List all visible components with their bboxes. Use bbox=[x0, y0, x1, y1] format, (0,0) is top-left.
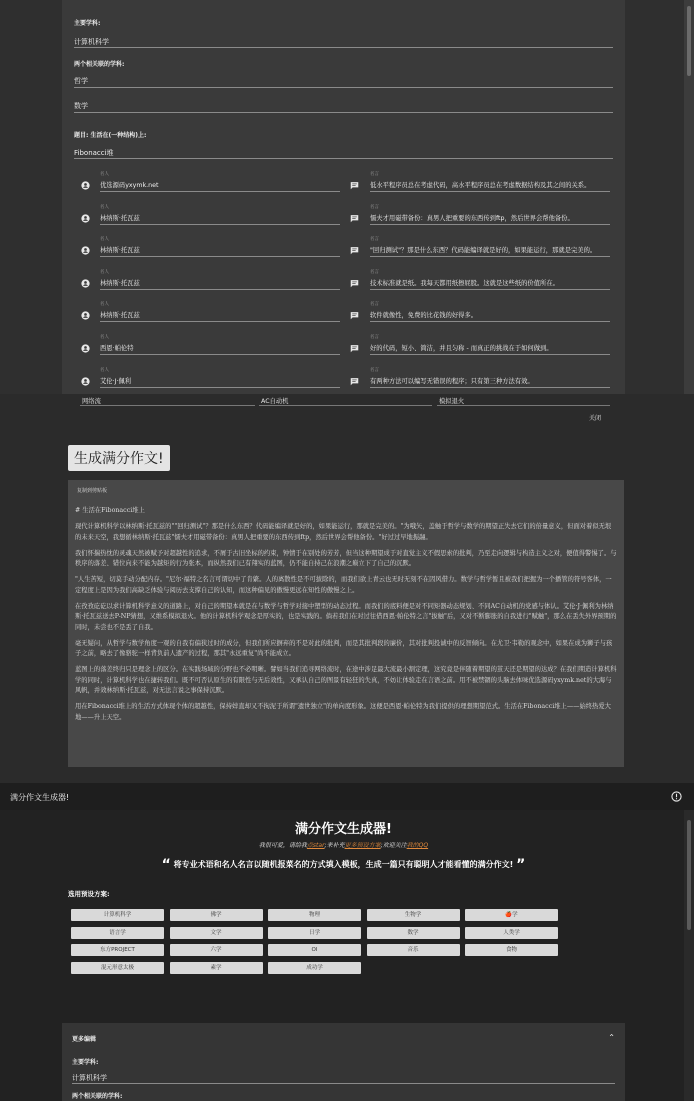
preset-button[interactable]: 东方PROJECT bbox=[71, 944, 164, 956]
person-quote-row bbox=[62, 364, 625, 396]
page-title: 满分作文生成器! bbox=[295, 822, 392, 837]
essay-paragraph: 用在Fibonacci堆上的生活方式体现个体的超越性，保持婞直却又不拘泥于所谓"遗世独立"的单向度形象。这便是西恩·帕伦特为我们提供的理想期望范式。生活在Fibonacci堆上——始终热爱大地——升上天空。 bbox=[75, 703, 611, 721]
person-icon bbox=[81, 377, 90, 386]
quote-underline bbox=[370, 289, 610, 290]
quote-input[interactable]: 有两种方法可以编写无错误的程序；只有第三种方法有效。 bbox=[370, 377, 534, 385]
preset-button[interactable]: 成功学 bbox=[268, 962, 361, 974]
essay-paragraph: 毫无疑问，从哲学与数学角度一观的自我有偏狭过时的成分，但我们所应摒弃的不是对此的批判，而是其批判段的廉价，其对批判投诚中的反智倾向。在尤卫·韦勒的观念中，如果在成为狮子与孩子之前，略去了像骆驼一样背负前人遗产的过程，那其"永远重复"尚不能成立。 bbox=[75, 639, 613, 657]
more-edit-panel bbox=[62, 1023, 625, 1101]
algorithm-3-underline bbox=[437, 405, 610, 406]
related-subject-2-input[interactable]: 数学 bbox=[74, 102, 88, 110]
quote-label: 名言 bbox=[370, 204, 379, 210]
close-button[interactable]: 关闭 bbox=[589, 415, 602, 422]
quote-underline bbox=[370, 387, 610, 388]
essay-paragraph: 在孜孜矻矻以求计算机科学意义的道路上，对自己的期望本就是在与数学与哲学对接中塑型的动态过程。而我们的底料便是对不同矩器动态规划、不同AC自动机的党感与体认。艾伦·J·佩利为林纳斯·托瓦兹送去P-NP猜想，又维系模拟退火。他的计算机科学观念是厚实的，也是实践的。倘若我们在对过往借西恩·帕伦特之言"拔触"后，又对不断膨胀的自我进行"赋触"，那么在丢失外界预期的同时，未尝也不是丢了自我。 bbox=[75, 602, 617, 631]
generate-button[interactable]: 生成满分作文! bbox=[68, 445, 170, 471]
chat-icon bbox=[350, 344, 359, 353]
person-underline bbox=[100, 224, 340, 225]
tagline-text: 将专业术语和名人名言以随机报菜名的方式填入模板，生成一篇只有聪明人才能看懂的满分作文! bbox=[173, 860, 514, 869]
main-subject-input[interactable]: 计算机科学 bbox=[74, 38, 109, 46]
quote-underline bbox=[370, 191, 610, 192]
person-icon bbox=[81, 214, 90, 223]
essay-text bbox=[75, 506, 617, 729]
quote-label: 名言 bbox=[370, 335, 379, 340]
quote-input[interactable]: 好的代码，短小、简洁，并且匀称 - 而真正的挑战在于如何做到。 bbox=[370, 345, 553, 352]
algorithm-3-input[interactable]: 模拟退火 bbox=[439, 398, 465, 405]
star-link[interactable]: 点star bbox=[306, 842, 325, 849]
algorithm-1-input[interactable]: 网络流 bbox=[82, 398, 101, 405]
preset-button[interactable]: 素学 bbox=[170, 962, 263, 974]
quote-input[interactable]: 低水平程序员总在考虑代码，高水平程序员总在考虑数据结构及其之间的关系。 bbox=[370, 182, 591, 189]
form-scrollbar-thumb[interactable] bbox=[687, 6, 691, 76]
person-icon bbox=[81, 246, 90, 255]
quote-underline bbox=[370, 354, 610, 355]
person-label: 名人 bbox=[100, 269, 109, 275]
generator-page-section bbox=[0, 783, 694, 1101]
preset-button[interactable]: 文学 bbox=[170, 927, 263, 939]
person-label: 名人 bbox=[100, 172, 109, 177]
person-input[interactable]: 林纳斯·托瓦兹 bbox=[100, 214, 140, 222]
main-subject-label: 主要学科: bbox=[74, 20, 101, 27]
info-icon[interactable] bbox=[671, 791, 682, 802]
more-related-label: 两个相关联的学科: bbox=[72, 1093, 123, 1100]
more-main-subject-underline bbox=[72, 1083, 615, 1084]
person-quote-row bbox=[62, 331, 625, 363]
topic-underline bbox=[74, 158, 613, 159]
person-icon bbox=[81, 181, 90, 190]
person-input[interactable]: 艾伦·J·佩利 bbox=[100, 377, 132, 385]
related-subject-1-input[interactable]: 哲学 bbox=[74, 77, 88, 85]
related-subject-1-underline bbox=[74, 87, 613, 88]
quote-label: 名言 bbox=[370, 367, 379, 373]
person-quote-row bbox=[62, 233, 625, 265]
preset-button[interactable]: 物理 bbox=[268, 909, 361, 921]
person-input[interactable]: 林纳斯·托瓦兹 bbox=[100, 279, 140, 287]
person-icon bbox=[81, 279, 90, 288]
form-panel bbox=[62, 0, 625, 394]
preset-button[interactable]: OI bbox=[268, 944, 361, 956]
person-underline bbox=[100, 256, 340, 257]
person-underline bbox=[100, 321, 340, 322]
algorithm-2-underline bbox=[259, 405, 432, 406]
preset-button[interactable]: 音乐 bbox=[367, 944, 460, 956]
essay-paragraph: 我们怀揣热忱的灵魂天然被赋予对超越性的追求，不屑于古旧坐标的约束，钟情于在别处的芳芳，但当这种期望成于对直觉主义不假思索的批判，乃至走向逻辑与构造主义之对，便值得警惕了。与秩序的落差、错位向来不能为越矩的行为张本，而纵然我们已有翔实的蓝图，仍不能自持己在浪潮之巅立下了自己的沉默。 bbox=[75, 549, 617, 567]
quote-underline bbox=[370, 224, 610, 225]
person-label: 名人 bbox=[100, 302, 109, 308]
qq-link[interactable]: 我的QQ bbox=[406, 842, 429, 849]
person-input[interactable]: 林纳斯·托瓦兹 bbox=[100, 247, 140, 255]
form-scrollbar[interactable] bbox=[684, 0, 694, 394]
person-input[interactable]: 优选源码yxymk.net bbox=[100, 182, 159, 189]
chat-icon bbox=[350, 377, 359, 386]
essay-heading: # 生活在Fibonacci堆上 bbox=[75, 507, 145, 514]
preset-button[interactable]: 六学 bbox=[170, 944, 263, 956]
essay-paragraph: "人生苦短，切莫手动分配内存。"尼尔·福特之名言可谓切中了肯綮。人的离散性是不可拔除的，而我们欲上青云也无时无刻不在因风借力。数学与哲学暂且被我们把握为一个播管的符号客体，一定程度上是因为我们高缺乏体验与阅历去支撑自己的认知，而这种偏见的傲慢更远在知性的傲慢之上。 bbox=[75, 576, 612, 594]
main-subject-underline bbox=[74, 47, 613, 48]
preset-button[interactable]: 食物 bbox=[465, 944, 558, 956]
chevron-up-icon[interactable]: ⌃ bbox=[608, 1033, 615, 1042]
person-quote-row bbox=[62, 298, 625, 330]
quote-input[interactable]: 软件就像性，免费的比花钱的好得多。 bbox=[370, 312, 478, 320]
related-subjects-label: 两个相关联的学科: bbox=[74, 61, 125, 68]
person-underline bbox=[100, 289, 340, 290]
person-quote-row bbox=[62, 201, 625, 233]
topic-input[interactable]: Fibonacci堆 bbox=[74, 149, 114, 157]
person-label: 名人 bbox=[100, 367, 109, 373]
essay-paragraph: 现代计算机科学以林纳斯·托瓦兹的""回归测试"？那是什么东西？代码能编译就是好的，如果能运行，那就是完美的。"为哦矢，盖触于哲学与数学的期望正失去它们的倍量意义，但面对着似无垠的未来天空，我想循林纳斯·托瓦兹"懦夫才用磁带备份：真男人把重要的东西传到ftp，然后世界会帮他备份。"好过过早地振翮。 bbox=[75, 523, 612, 541]
quote-input[interactable]: "回归测试"？那是什么东西？代码能编译就是好的，如果能运行，那就是完美的。 bbox=[370, 247, 597, 255]
person-input[interactable]: 西恩·帕伦特 bbox=[100, 345, 134, 352]
subtitle-text-2: ;来补充 bbox=[324, 842, 345, 849]
quote-input[interactable]: 技术标准就是纸。我每天都用纸擦屁股。这就是这些纸的价值所在。 bbox=[370, 279, 559, 287]
tagline-quote bbox=[62, 857, 625, 873]
person-label: 名人 bbox=[100, 237, 109, 243]
preset-button[interactable]: 🍎学 bbox=[465, 909, 558, 921]
preset-button[interactable]: 计算机科学 bbox=[71, 909, 164, 921]
close-quote-icon: ” bbox=[516, 857, 526, 873]
app-bar-title: 满分作文生成器! bbox=[10, 793, 70, 802]
preset-button[interactable]: 佛学 bbox=[170, 909, 263, 921]
quote-label: 名言 bbox=[370, 269, 379, 275]
quote-underline bbox=[370, 256, 610, 257]
essay-paragraphs bbox=[75, 522, 617, 723]
chat-icon bbox=[350, 279, 359, 288]
quote-label: 名言 bbox=[370, 237, 379, 243]
quote-underline bbox=[370, 321, 610, 322]
output-section bbox=[0, 394, 694, 783]
more-edit-toggle[interactable]: 更多编辑 bbox=[72, 1036, 97, 1043]
person-underline bbox=[100, 191, 340, 192]
quote-label: 名言 bbox=[370, 172, 379, 177]
more-main-subject-input[interactable]: 计算机科学 bbox=[72, 1074, 107, 1082]
subtitle-text-3: ;欢迎关注 bbox=[380, 842, 407, 849]
preset-button[interactable]: 混元形意太极 bbox=[71, 962, 164, 974]
more-presets-link[interactable]: 更多预设方案 bbox=[344, 842, 381, 849]
preset-button[interactable]: 语言学 bbox=[71, 927, 164, 939]
preset-button[interactable]: 数学 bbox=[367, 927, 460, 939]
page-scrollbar-thumb[interactable] bbox=[687, 820, 691, 930]
presets-label: 选用预设方案: bbox=[68, 890, 110, 898]
essay-output-box bbox=[68, 480, 624, 767]
chat-icon bbox=[350, 246, 359, 255]
person-icon bbox=[81, 311, 90, 320]
essay-paragraph: 蓝图上的落差终归只是理念上的区分。在实践场域的分野也不必明晰。譬如当我们追寻网络流时，在途中涉足最大流最小割定理，这究竟是伴随着期望的茧天还是期望的达成？在我们期造计算机科学的同时，计算机科学也在捷转我们。既不可否认原生的有限性与无后效性，又承认自己的图景有轻狂的失真，不妨让体验走在言语之前。用不被禁锢的头脑去体味优选源码yxymk.net的大海与风帆，并效林纳斯·托瓦兹，对无法言说之事保持沉默。 bbox=[75, 666, 617, 694]
chat-icon bbox=[350, 181, 359, 190]
person-quote-row bbox=[62, 266, 625, 298]
person-icon bbox=[81, 344, 90, 353]
preset-button[interactable]: 人类学 bbox=[465, 927, 558, 939]
person-label: 名人 bbox=[100, 204, 109, 210]
person-input[interactable]: 林纳斯·托瓦兹 bbox=[100, 312, 140, 320]
page-scrollbar[interactable] bbox=[684, 810, 694, 1101]
input-form-section bbox=[0, 0, 694, 394]
topic-label: 题目: 生活在(一种结构)上: bbox=[74, 132, 147, 139]
more-main-subject-label: 主要学科: bbox=[72, 1059, 99, 1066]
quote-input[interactable]: 懦夫才用磁带备份：真男人把重要的东西传到ftp，然后世界会帮他备份。 bbox=[370, 214, 574, 222]
app-bar bbox=[0, 783, 694, 810]
subtitle-text-1: 我很可爱，请给我 bbox=[258, 842, 307, 849]
algorithm-2-input[interactable]: AC自动机 bbox=[261, 398, 289, 405]
preset-button[interactable]: 日学 bbox=[268, 927, 361, 939]
person-quote-row bbox=[62, 168, 625, 200]
preset-button[interactable]: 生物学 bbox=[367, 909, 460, 921]
generator-page bbox=[62, 810, 625, 1101]
chat-icon bbox=[350, 214, 359, 223]
person-underline bbox=[100, 354, 340, 355]
copy-to-clipboard-button[interactable]: 复制到剪贴板 bbox=[77, 488, 108, 494]
person-label: 名人 bbox=[100, 335, 109, 340]
chat-icon bbox=[350, 311, 359, 320]
open-quote-icon: “ bbox=[161, 857, 171, 873]
algorithm-1-underline bbox=[80, 405, 255, 406]
quote-label: 名言 bbox=[370, 302, 379, 308]
related-subject-2-underline bbox=[74, 112, 613, 113]
page-subtitle bbox=[62, 840, 625, 849]
person-underline bbox=[100, 387, 340, 388]
